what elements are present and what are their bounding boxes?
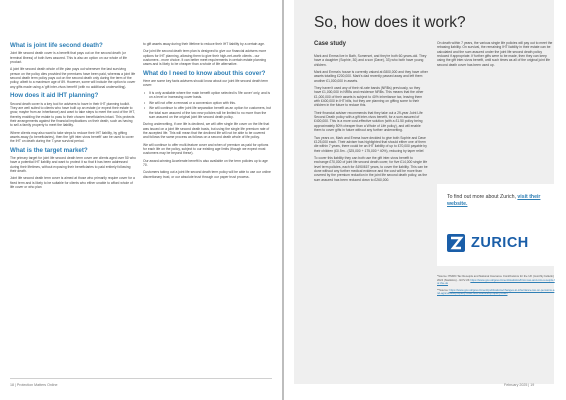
zurich-website-link[interactable]: visit their website.: [447, 194, 541, 207]
reference-text: **Source:: [437, 288, 450, 292]
zurich-logo: [446, 233, 529, 253]
page-footer-right: February 2025 | 19: [504, 383, 535, 387]
body-paragraph: Joint life second death term cover is aimed at those who primarily require cover for a fixed term and is likely to be suitable for clients who either unable to afford whole of life cover or who plan: [10, 176, 135, 190]
body-paragraph: A joint life second death whole of life plan pays out whenever the last surviving person on the policy dies provided the premiums have been paid, whereas a joint life second death term policy pays out on the second death only during the term of the policy, albeit to a maximum age of 89. However, some will include the option to cover any gifts made using a 'gift inter-vivos benefit' (with no additional underwriting).: [10, 67, 136, 89]
bullet-item: • We will not offer a renewal or a conversion option with this.: [143, 101, 271, 105]
subheading: What is joint life second death?: [10, 42, 103, 49]
zurich-promo-box: [437, 184, 555, 266]
body-paragraph: Here are some key facts advisers should know about our joint life second death term cover:: [143, 79, 269, 88]
reference-note: [437, 289, 555, 296]
subheading: What is the target market?: [10, 146, 88, 154]
body-paragraph: On death within 7 years, the various single life policies will pay out to meet the rebasing liability. On survival, the remaining IHT liability in their estate can be calculated and the sum assured under the joint life second death policy reduced if appropriate. If further gifts were to be made, then they can keep using the gift inter-vivos benefit, until such times as all of the original joint life second death cover has been used up.: [437, 41, 553, 67]
body-paragraph: Our joint life second death term plan is designed to give our financial advisers more options for IHT planning, allowing them to give their high-net-worth clients - our customers - more choice. It can better meet requirements in certain estate planning cases and is likely to be cheaper than a whole of life alternative.: [143, 49, 267, 67]
body-paragraph: To cover this liability they can both use the gift inter-vivos benefit to exchange £70,000 of joint life second death cover, for five £14,000 single life level term policies, each for £490/£67 years, to cover the liability. This can be done without any further medical evidence and the cost will be more than covered by the premium reduction in the joint life second death policy, as the sum assured has been reduced down to £260,000.: [314, 155, 428, 182]
body-paragraph: Mark and Emma's house is currently valued at £800,000 and they have other assets totalling £200,000. Mark's dad recently passed away and left them another £1,000,000 in assets.: [314, 70, 428, 83]
case-study-heading: Case study: [314, 41, 347, 47]
body-paragraph: They haven't used any of their nil-rate bands (NRBs) previously, so they have £1,000,000 in NRBs and residence NRBs. This means that the other £1,000,000 of their assets is subject to 40% inheritance tax, leaving them with £400,000 in IHT bills, but they are planning on gifting some to their children in the future to reduce this.: [314, 86, 424, 108]
body-paragraph: Our award-winning Accelerate benefit is also available on the term policies up to age 70.: [143, 158, 268, 167]
case-study-column-2: [437, 41, 555, 70]
bullet-list: [143, 91, 271, 119]
reference-note: [437, 275, 555, 286]
section-title: So, how does it work?: [314, 14, 466, 31]
left-column-1: [10, 42, 136, 192]
bullet-item: • We will continue to offer joint life separation benefit as an option for customers, but the total sum assured of the two new policies will be limited to no more than the sum assured on the original joint life second death policy.: [143, 106, 271, 119]
body-paragraph: to gift assets away during their lifetime to reduce their IHT liability by a certain age.: [143, 42, 265, 46]
promo-text: [447, 194, 547, 207]
body-paragraph: Mark and Emma live in Bath, Somerset, and they're both 60-years-old. They have a daughter (Sophie, 30) and a son (Dave), 33) who both have young children.: [314, 54, 427, 67]
page-footer-left: 18 | Protection Matters Online: [10, 383, 58, 387]
subheading: What do I need to know about this cover?: [143, 69, 266, 77]
right-page: [284, 0, 566, 400]
body-paragraph: During underwriting, if one life is declined, we will offer single life cover on the life that was issued on a joint life second death basis, but using the single life premium rate of the accepted life. This will mean that the declined life will not be able to be covered and follows the same process as follows on a second death whole of life policy.: [143, 122, 270, 140]
body-paragraph: Two years on, Mark and Emma have decided to give both Sophie and Dave £125,000 each. Their adviser has highlighted that should either one of them die within 7 years, there could be an IHT liability of up to £70,000 payable by their children (£0.5m - (325,000 + 175,000 * 40%), reducing by taper relief.: [314, 135, 427, 153]
zurich-logo-icon: [446, 233, 468, 253]
reference-text: *Source: HMRC Tax Receipts and National Insurance Contributions for the UK (monthly bulletin) 2024 (Statistics) - GOV.UK: [437, 275, 554, 282]
references: [437, 275, 555, 299]
left-page: [0, 0, 282, 400]
case-study-column-1: [314, 54, 428, 185]
body-paragraph: Where clients may also want to take steps to reduce their IHT liability, by gifting assets away (to beneficiaries), then the 'gift inter-vivos benefit' can be used to cover the IHT on death during the 7-year survival period.: [10, 130, 134, 144]
body-paragraph: Customers taking out a joint life second death term policy will be able to use our online discretionary trust, or our absolute trust through our paper trust process.: [143, 170, 271, 179]
body-paragraph: Joint life second death cover is a benefit that pays out on the second death (or terminal illness) of both lives assured. This is also an option on our whole of life product.: [10, 51, 128, 65]
body-paragraph: We will continue to offer multi-feature cover and when of premium as paid for options for each life on the policy, subject to our existing age limits (though we expect most customers may be beyond these).: [143, 142, 269, 156]
bullet-item: • It is only available where the main benefit option selected is 'life cover' only, and is on a level or increasing cover basis.: [143, 91, 271, 100]
subheading: How does it aid IHT planning?: [10, 92, 99, 100]
body-paragraph: Second death cover is a key tool for advisers to have in their IHT planning toolkit. They are well suited to clients who have built up an estate (or expect their estate to grow, maybe from an inheritance) and want to take steps to meet the cost of the IHT, thereby enabling the estate to pass to their chosen beneficiaries intact. This protects their arrangements against the financial implications on their death, such as having to sell a family property to meet the liability.: [10, 101, 135, 128]
body-paragraph: Their financial adviser recommends that they take out a 29-year Joint Life Second Death policy with a gift inter-vivos benefit, for a sum assured of £400,000. This is a more cost-effective solution (with a £1.50 policy being approximately 50% cheaper than a Whole of Life policy), and will enable them to cover gifts in future without any further underwriting.: [314, 110, 423, 133]
body-paragraph: The primary target for joint life second death term cover are clients aged over 50 who have a potential IHT liability and want to protect it so that it has been addressed during their lifetimes, without exposing their beneficiaries to paid entirely following their death.: [10, 156, 136, 174]
reference-link[interactable]: https://www.gov.uk/government/statistics/hmrc-tax-and-nics-receipts-for-the-uk: [437, 278, 555, 285]
promo-lead: To find out more about Zurich,: [447, 194, 516, 200]
case-study-panel: [294, 0, 554, 384]
footer-rule: [10, 378, 272, 379]
zurich-wordmark: ZURICH: [471, 235, 529, 251]
reference-link[interactable]: https://www.gov.uk/government/publications/changes-to-inheritance-tax-on-pensions-and-agricultural-property-relief-and-business-property-relief: [437, 288, 555, 295]
left-column-2: [143, 42, 271, 182]
